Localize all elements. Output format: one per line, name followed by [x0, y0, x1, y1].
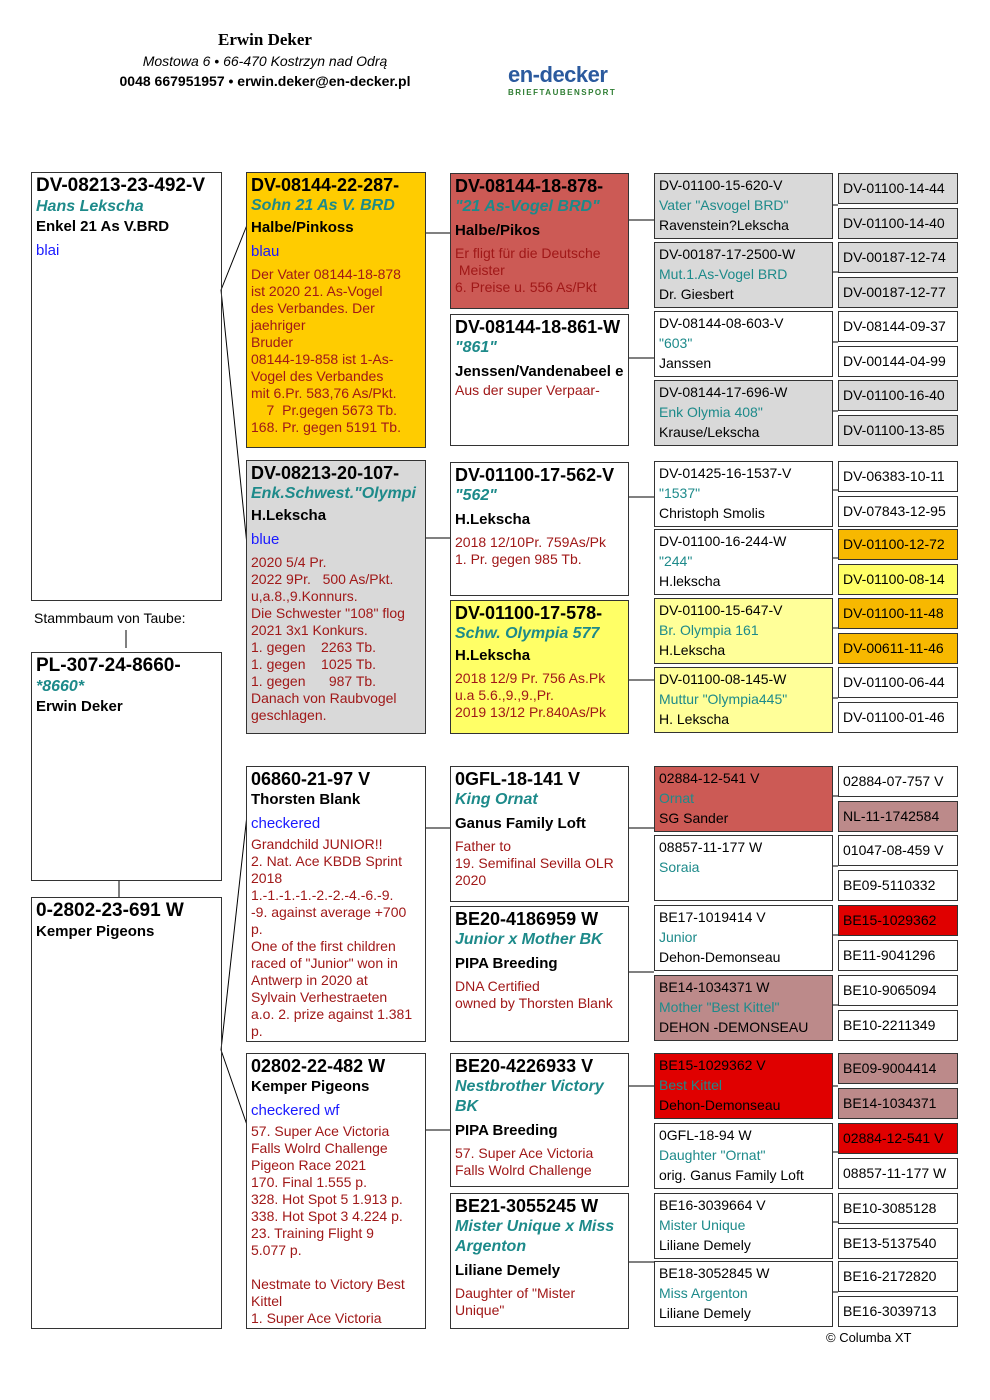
owner: orig. Ganus Family Loft	[659, 1167, 804, 1183]
gen5-card[interactable]	[838, 380, 958, 411]
ring-number: DV-01100-08-14	[843, 571, 945, 587]
note-line: 338. Hot Spot 3 4.224 p.	[251, 1208, 403, 1224]
gen5-card[interactable]	[838, 415, 958, 446]
ring-number: BE17-1019414 V	[659, 909, 766, 925]
gen5-card[interactable]	[838, 311, 958, 342]
pigeon-name: Muttur "Olympia445"	[659, 691, 788, 707]
note-line: Nestmate to Victory Best	[251, 1276, 405, 1292]
gen5-card[interactable]	[838, 1053, 958, 1084]
race-notes	[251, 836, 421, 1040]
ring-number: BE18-3052845 W	[659, 1265, 770, 1281]
pigeon-name: Vater "Asvogel BRD"	[659, 197, 789, 213]
gen5-card[interactable]	[838, 1088, 958, 1119]
note-line: Aus der super Verpaar-	[455, 382, 600, 398]
note-line: Father to	[455, 838, 512, 854]
ring-number: 02884-12-541 V	[659, 770, 760, 786]
gen5-card[interactable]	[838, 1123, 958, 1154]
ring-number: DV-00611-11-46	[843, 640, 944, 656]
ring-number: PL-307-24-8660-	[36, 655, 181, 676]
ring-number: DV-00144-04-99	[843, 353, 946, 369]
note-line: 1. gegen 987 Tb.	[251, 673, 377, 689]
ring-number: 02884-12-541 V	[843, 1130, 944, 1146]
note-line: Antwerp in 2020 at	[251, 972, 368, 988]
note-line: 1. gegen 1025 Tb.	[251, 656, 377, 672]
gen5-card[interactable]	[838, 1193, 958, 1224]
note-line: u.a 5.6.,9.,9.,Pr.	[455, 687, 554, 703]
note-line: des Verbandes. Der	[251, 300, 375, 316]
note-line: 1. Pr. gegen 985 Tb.	[455, 551, 582, 567]
owner: Enkel 21 As V.BRD	[36, 218, 170, 235]
ring-number: 02802-22-482 W	[251, 1056, 386, 1076]
father-card[interactable]	[31, 172, 222, 601]
note-line: mit 6.Pr. 583,76 As/Pkt.	[251, 385, 397, 401]
ring-number: DV-01100-16-40	[843, 387, 945, 403]
gen2-card[interactable]	[246, 1053, 426, 1329]
ring-number: DV-01100-17-562-V	[455, 465, 615, 485]
note-line: jaehriger	[251, 317, 306, 333]
note-line: Grandchild JUNIOR!!	[251, 836, 383, 852]
gen4-card[interactable]	[654, 173, 833, 239]
breeder-address: Mostowa 6 • 66-470 Kostrzyn nad Odrą	[142, 53, 388, 69]
ring-number: BE21-3055245 W	[455, 1196, 599, 1216]
note-line: 168. Pr. gegen 5191 Tb.	[251, 419, 401, 435]
ring-number: BE10-2211349	[843, 1017, 936, 1033]
mother-card[interactable]	[31, 897, 222, 1329]
ring-number: BE20-4186959 W	[455, 909, 599, 929]
pigeon-name: "603"	[659, 335, 693, 351]
gen4-card[interactable]	[654, 380, 833, 446]
ring-number: BE14-1034371	[843, 1095, 937, 1111]
note-line: u,a.8.,9.Konnurs.	[251, 588, 358, 604]
ring-number: DV-01100-16-244-W	[659, 533, 787, 549]
gen2-card[interactable]	[246, 460, 426, 734]
feather-color: checkered wf	[251, 1102, 340, 1119]
gen4-card[interactable]	[654, 311, 833, 377]
gen3-card[interactable]	[450, 462, 629, 596]
race-notes	[455, 1145, 624, 1179]
pigeon-name: *8660*	[36, 678, 85, 695]
pigeon-name: Best Kittel	[659, 1077, 723, 1093]
gen4-card[interactable]	[654, 835, 833, 901]
logo-text: en-decker	[508, 62, 608, 87]
gen5-card[interactable]	[838, 277, 958, 308]
owner: H.Lekscha	[659, 642, 726, 658]
note-line: 19. Semifinal Sevilla OLR	[455, 855, 614, 871]
breeder-contact: 0048 667951957 • erwin.deker@en-decker.pl	[119, 73, 411, 89]
race-notes	[455, 1285, 624, 1319]
gen5-card[interactable]	[838, 346, 958, 377]
pigeon-name: Mister Unique	[659, 1217, 746, 1233]
ring-number: BE11-9041296	[843, 947, 936, 963]
gen3-card[interactable]	[450, 314, 629, 446]
pigeon-name: Enk.Schwest."Olympi	[251, 485, 416, 502]
ring-number: DV-01100-01-46	[843, 709, 945, 725]
pigeon-name: Enk Olymia 408"	[659, 404, 763, 420]
ring-number: DV-08144-17-696-W	[659, 384, 788, 400]
pigeon-name: "562"	[455, 487, 497, 504]
ring-number: BE10-9065094	[843, 982, 937, 998]
owner: Erwin Deker	[36, 698, 123, 715]
note-line: 170. Final 1.555 p.	[251, 1174, 367, 1190]
owner: H. Lekscha	[659, 711, 730, 727]
ring-number: 08857-11-177 W	[843, 1165, 947, 1181]
owner: H.Lekscha	[455, 511, 531, 528]
note-line: 1.-1.-1.-1.-2.-2.-4.-6.-9.	[251, 887, 394, 903]
note-line: 6. Preise u. 556 As/Pkt	[455, 279, 597, 295]
ring-number: DV-00187-12-77	[843, 284, 946, 300]
ring-number: DV-01100-15-647-V	[659, 602, 783, 618]
note-line: 2018 12/10Pr. 759As/Pk	[455, 534, 606, 550]
gen3-card[interactable]	[450, 1193, 629, 1329]
owner: Kemper Pigeons	[36, 923, 155, 940]
owner: Janssen	[659, 355, 712, 371]
owner: Dehon-Demonseau	[659, 949, 781, 965]
ring-number: BE15-1029362 V	[659, 1057, 766, 1073]
gen5-card[interactable]	[838, 173, 958, 204]
note-line: 2020	[455, 872, 487, 888]
pigeon-name: Schw. Olympia 577	[455, 625, 600, 642]
ring-number: BE16-3039713	[843, 1303, 937, 1319]
note-line: Danach von Raubvogel	[251, 690, 397, 706]
pigeon-name: Miss Argenton	[659, 1285, 748, 1301]
note-line: 2021 3x1 Konkurs.	[251, 622, 368, 638]
note-line: 1. gegen 2263 Tb.	[251, 639, 377, 655]
ring-number: 0-2802-23-691 W	[36, 900, 184, 921]
gen4-card[interactable]	[654, 461, 833, 527]
gen3-card[interactable]	[450, 1053, 629, 1187]
gen3-card[interactable]	[450, 766, 629, 902]
note-line: Unique"	[455, 1302, 505, 1318]
ring-number: DV-08144-08-603-V	[659, 315, 784, 331]
gen4-card[interactable]	[654, 242, 833, 308]
owner: Liliane Demely	[455, 1262, 561, 1279]
feather-color: checkered	[251, 815, 321, 832]
ring-number: 02884-07-757 V	[843, 773, 944, 789]
note-line: 08144-19-858 ist 1-As-	[251, 351, 394, 367]
note-line: 2020 5/4 Pr.	[251, 554, 327, 570]
ring-number: BE15-1029362	[843, 912, 937, 928]
logo-subtitle: BRIEFTAUBENSPORT	[508, 88, 617, 97]
gen5-card[interactable]	[838, 564, 958, 595]
note-line: raced of "Junior" won in	[251, 955, 398, 971]
gen5-card[interactable]	[838, 461, 958, 492]
gen5-card[interactable]	[838, 598, 958, 629]
gen2-card[interactable]	[246, 766, 426, 1042]
gen2-card[interactable]	[246, 172, 426, 448]
gen4-card[interactable]	[654, 1261, 833, 1327]
gen5-card[interactable]	[838, 975, 958, 1006]
pigeon-name: Soraia	[659, 859, 700, 875]
ring-number: DV-08213-20-107-	[251, 463, 400, 483]
gen4-card[interactable]	[654, 975, 833, 1041]
ring-number: BE16-3039664 V	[659, 1197, 766, 1213]
note-line: 2022 9Pr. 500 As/Pkt.	[251, 571, 394, 587]
race-notes	[455, 978, 624, 1012]
gen4-card[interactable]	[654, 766, 833, 832]
ring-number: DV-01100-14-40	[843, 215, 945, 231]
owner: Christoph Smolis	[659, 505, 765, 521]
owner: H.Lekscha	[251, 507, 327, 524]
gen5-card[interactable]	[838, 496, 958, 527]
gen5-card[interactable]	[838, 1158, 958, 1189]
pigeon-name: Ornat	[659, 790, 695, 806]
note-line: 2019 13/12 Pr.840As/Pk	[455, 704, 606, 720]
note-line: 23. Training Flight 9	[251, 1225, 374, 1241]
gen5-card[interactable]	[838, 1228, 958, 1259]
owner: DEHON -DEMONSEAU	[659, 1019, 809, 1035]
gen5-card[interactable]	[838, 242, 958, 273]
pedigree-caption: Stammbaum von Taube:	[34, 610, 186, 626]
note-line: 1. Super Ace Victoria	[251, 1310, 382, 1326]
note-line: -9. against average +700	[251, 904, 407, 920]
ring-number: DV-00187-17-2500-W	[659, 246, 796, 262]
pigeon-name: Mister Unique x Miss Argenton	[455, 1218, 615, 1255]
race-notes	[251, 266, 421, 436]
note-line: a.o. 2. prize against 1.381	[251, 1006, 413, 1022]
ring-number: DV-08144-22-287-	[251, 175, 400, 195]
owner: H.lekscha	[659, 573, 721, 589]
owner: PIPA Breeding	[455, 1122, 558, 1139]
note-line: Vogel des Verbandes	[251, 368, 384, 384]
owner: Liliane Demely	[659, 1305, 751, 1321]
gen5-card[interactable]	[838, 208, 958, 239]
gen5-card[interactable]	[838, 766, 958, 797]
ring-number: DV-01100-17-578-	[455, 603, 603, 623]
gen4-card[interactable]	[654, 667, 833, 733]
race-notes	[455, 534, 624, 568]
note-line: 57. Super Ace Victoria	[251, 1123, 390, 1139]
owner: Ravenstein?Lekscha	[659, 217, 789, 233]
note-line: p.	[251, 921, 263, 937]
ring-number: DV-07843-12-95	[843, 503, 946, 519]
note-line: 57. Super Ace Victoria	[455, 1145, 594, 1161]
gen5-card[interactable]	[838, 1010, 958, 1041]
pigeon-name: Br. Olympia 161	[659, 622, 759, 638]
ring-number: DV-08144-18-861-W	[455, 317, 621, 337]
note-line: 5.077 p.	[251, 1242, 302, 1258]
owner: Thorsten Blank	[251, 791, 361, 808]
gen5-card[interactable]	[838, 940, 958, 971]
owner: Kemper Pigeons	[251, 1078, 370, 1095]
owner: Liliane Demely	[659, 1237, 751, 1253]
pigeon-name: "21 As-Vogel BRD"	[455, 198, 600, 215]
ring-number: BE14-1034371 W	[659, 979, 770, 995]
note-line: 7 Pr.gegen 5673 Tb.	[251, 402, 398, 418]
gen4-card[interactable]	[654, 529, 833, 595]
pigeon-name: "244"	[659, 553, 693, 569]
gen3-card[interactable]	[450, 173, 629, 309]
gen4-card[interactable]	[654, 905, 833, 971]
gen5-card[interactable]	[838, 835, 958, 866]
ring-number: 08857-11-177 W	[659, 839, 763, 855]
note-line: Bruder	[251, 334, 294, 350]
note-line: Er fligt für die Deutsche	[455, 245, 601, 261]
pigeon-name: Junior	[659, 929, 698, 945]
pigeon-name: Daughter "Ornat"	[659, 1147, 766, 1163]
ring-number: NL-11-1742584	[843, 808, 940, 824]
owner: Krause/Lekscha	[659, 424, 760, 440]
gen3-card[interactable]	[450, 906, 629, 1042]
pigeon-name: "861"	[455, 339, 497, 356]
owner: Dehon-Demonseau	[659, 1097, 781, 1113]
pigeon-name: Sohn 21 As V. BRD	[251, 197, 395, 214]
ring-number: DV-08144-09-37	[843, 318, 946, 334]
feather-color: blau	[251, 243, 280, 260]
ring-number: BE09-5110332	[843, 877, 936, 893]
ring-number: 0GFL-18-94 W	[659, 1127, 752, 1143]
note-line: 2018 12/9 Pr. 756 As.Pk	[455, 670, 606, 686]
subject-card[interactable]	[31, 652, 222, 881]
ring-number: DV-01100-11-48	[843, 605, 944, 621]
pigeon-name: Mother "Best Kittel"	[659, 999, 780, 1015]
note-line: Meister	[455, 262, 505, 278]
gen4-card[interactable]	[654, 1053, 833, 1119]
note-line	[251, 1259, 421, 1276]
race-notes	[455, 245, 624, 296]
race-notes	[455, 670, 624, 721]
gen5-card[interactable]	[838, 529, 958, 560]
ring-number: DV-01100-14-44	[843, 180, 945, 196]
pigeon-name: King Ornat	[455, 791, 538, 808]
note-line: Kittel	[251, 1293, 283, 1309]
ring-number: DV-01100-06-44	[843, 674, 945, 690]
note-line: Falls Wolrd Challenge	[455, 1162, 592, 1178]
note-line: geschlagen.	[251, 707, 327, 723]
gen5-card[interactable]	[838, 1296, 958, 1327]
race-notes	[455, 382, 624, 399]
ring-number: DV-01100-08-145-W	[659, 671, 787, 687]
ring-number: BE13-5137540	[843, 1235, 937, 1251]
breeder-name: Erwin Deker	[218, 30, 312, 49]
note-line: Die Schwester "108" flog	[251, 605, 405, 621]
ring-number: BE20-4226933 V	[455, 1056, 594, 1076]
ring-number: BE16-2172820	[843, 1268, 937, 1284]
gen4-card[interactable]	[654, 1123, 833, 1189]
ring-number: DV-08213-23-492-V	[36, 175, 205, 196]
owner: SG Sander	[659, 810, 729, 826]
ring-number: 06860-21-97 V	[251, 769, 371, 789]
note-line: ist 2020 21. As-Vogel	[251, 283, 383, 299]
owner: Dr. Giesbert	[659, 286, 734, 302]
note-line: Pigeon Race 2021	[251, 1157, 367, 1173]
pigeon-name: "1537"	[659, 485, 701, 501]
gen5-card[interactable]	[838, 801, 958, 832]
race-notes	[455, 838, 624, 889]
owner: PIPA Breeding	[455, 955, 558, 972]
pigeon-name: Junior x Mother BK	[455, 931, 603, 948]
owner: Halbe/Pinkoss	[251, 219, 354, 236]
owner: H.Lekscha	[455, 647, 531, 664]
en-decker-logo	[508, 62, 626, 106]
gen5-card[interactable]	[838, 667, 958, 698]
owner: Halbe/Pikos	[455, 222, 541, 239]
ring-number: DV-01100-15-620-V	[659, 177, 783, 193]
ring-number: BE10-3085128	[843, 1200, 937, 1216]
ring-number: 01047-08-459 V	[843, 842, 944, 858]
note-line: 2. Nat. Ace KBDB Sprint	[251, 853, 402, 869]
footer-copyright: © Columba XT	[826, 1330, 912, 1345]
note-line: p.	[251, 1023, 263, 1039]
race-notes	[251, 554, 421, 724]
note-line: 2018	[251, 870, 283, 886]
ring-number: DV-01100-13-85	[843, 422, 945, 438]
ring-number: DV-00187-12-74	[843, 249, 946, 265]
ring-number: DV-06383-10-11	[843, 468, 945, 484]
gen5-card[interactable]	[838, 1261, 958, 1292]
owner: Jenssen/Vandenabeel e	[455, 363, 624, 380]
ring-number: DV-01100-12-72	[843, 536, 945, 552]
ring-number: BE09-9004414	[843, 1060, 937, 1076]
note-line: Der Vater 08144-18-878	[251, 266, 401, 282]
gen5-card[interactable]	[838, 905, 958, 936]
note-line: owned by Thorsten Blank	[455, 995, 613, 1011]
ring-number: DV-08144-18-878-	[455, 176, 604, 196]
ring-number: DV-01425-16-1537-V	[659, 465, 792, 481]
gen5-card[interactable]	[838, 633, 958, 664]
ring-number: 0GFL-18-141 V	[455, 769, 581, 789]
feather-color: blue	[251, 531, 280, 548]
note-line: DNA Certified	[455, 978, 540, 994]
gen5-card[interactable]	[838, 870, 958, 901]
pigeon-name: Nestbrother Victory BK	[455, 1078, 604, 1115]
note-line: Falls Wolrd Challenge	[251, 1140, 388, 1156]
owner: Ganus Family Loft	[455, 815, 586, 832]
note-line: Daughter of "Mister	[455, 1285, 576, 1301]
feather-color: blai	[36, 242, 60, 259]
note-line: One of the first children	[251, 938, 396, 954]
gen3-card[interactable]	[450, 600, 629, 734]
pigeon-name: Hans Lekscha	[36, 198, 144, 215]
gen4-card[interactable]	[654, 1193, 833, 1259]
gen4-card[interactable]	[654, 598, 833, 664]
note-line: 328. Hot Spot 5 1.913 p.	[251, 1191, 403, 1207]
pigeon-name: Mut.1.As-Vogel BRD	[659, 266, 788, 282]
gen5-card[interactable]	[838, 702, 958, 733]
note-line: Sylvain Verhestraeten	[251, 989, 388, 1005]
race-notes	[251, 1123, 421, 1327]
